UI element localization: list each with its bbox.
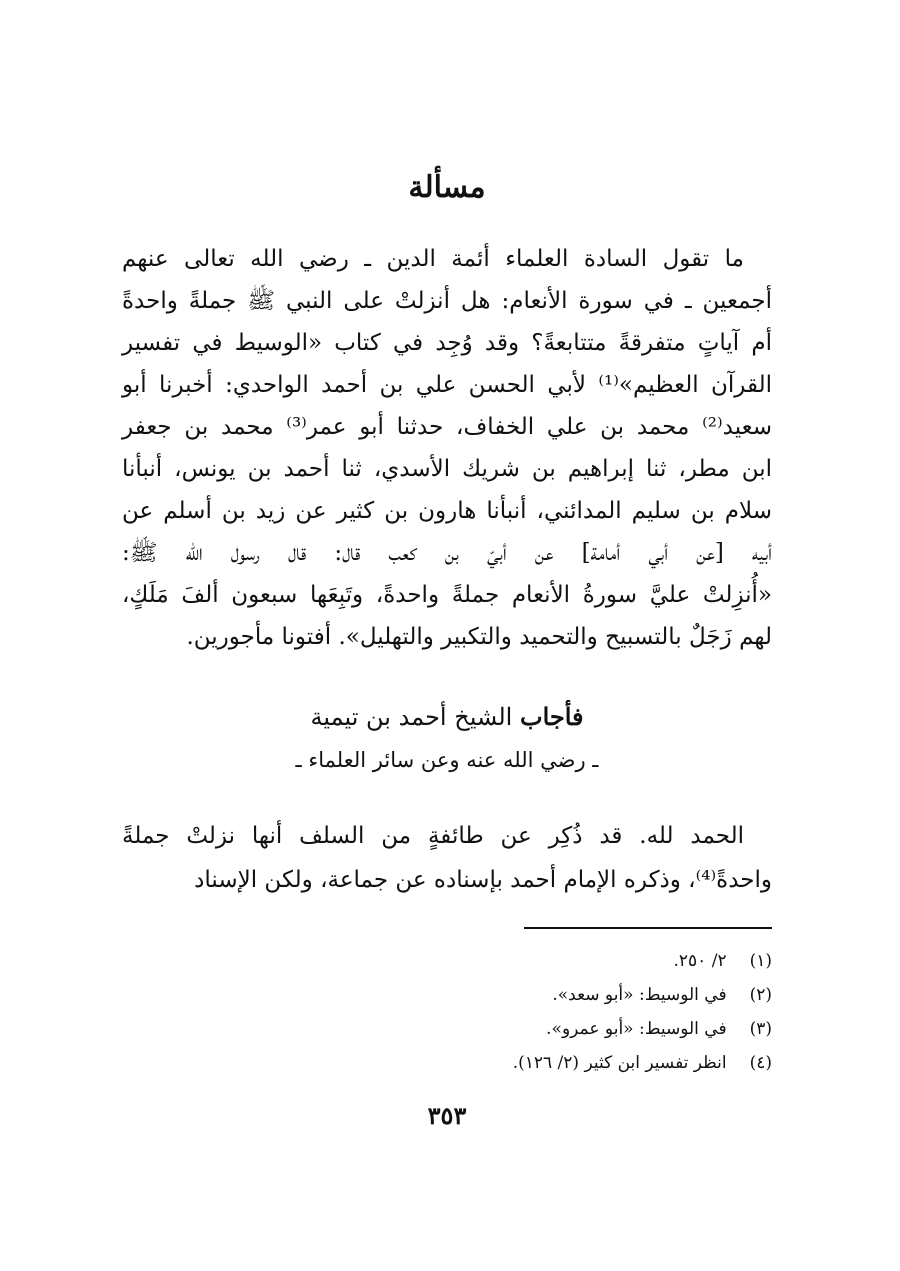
footnote-item bbox=[122, 1046, 772, 1080]
footnote-item bbox=[122, 944, 772, 978]
answer-heading-bold: فأجاب bbox=[519, 702, 584, 731]
footnote-separator bbox=[524, 927, 772, 929]
footnote-marker: (٤) bbox=[749, 1053, 772, 1073]
answer-subheading: ـ رضي الله عنه وعن سائر العلماء ـ bbox=[295, 748, 599, 772]
footnote-item bbox=[122, 978, 772, 1012]
footnote-item bbox=[122, 1012, 772, 1046]
answer-line: الحمد لله. قد ذُكِر عن طائفةٍ من السلف أنها نزلتْ جملةً bbox=[122, 823, 744, 849]
question-line: لهم زَجَلٌ بالتسبيح والتحميد والتكبير والتهليل». أفتونا مأجورين. bbox=[186, 624, 772, 650]
answer-paragraph bbox=[122, 814, 772, 902]
answer-line: واحدةً⁽⁴⁾، وذكره الإمام أحمد بإسناده عن جماعة، ولكن الإسناد bbox=[194, 867, 772, 893]
footnote-text: في الوسيط: «أبو سعد». bbox=[552, 985, 727, 1005]
footnote-text: انظر تفسير ابن كثير (٢/ ١٢٦). bbox=[512, 1053, 727, 1073]
page-number: ٣٥٣ bbox=[427, 1101, 467, 1130]
question-line: سلام بن سليم المدائني، أنبأنا هارون بن كثير عن زيد بن أسلم عن bbox=[122, 498, 772, 524]
question-line: أجمعين ـ في سورة الأنعام: هل أنزلتْ على النبي ﷺ جملةً واحدةً bbox=[122, 288, 772, 314]
question-line: القرآن العظيم»⁽¹⁾ لأبي الحسن علي بن أحمد الواحدي: أخبرنا أبو bbox=[122, 372, 772, 398]
footnote-marker: (١) bbox=[749, 951, 772, 971]
document-page bbox=[122, 0, 772, 1271]
question-line: أم آياتٍ متفرقةً متتابعةً؟ وقد وُجِد في كتاب «الوسيط في تفسير bbox=[122, 330, 772, 356]
footnotes-list bbox=[122, 944, 772, 1080]
question-line: «أُنزِلتْ عليَّ سورةُ الأنعام جملةً واحدةً، وتَبِعَها سبعون ألفَ مَلَكٍ، bbox=[122, 582, 772, 608]
footnote-marker: (٢) bbox=[749, 985, 772, 1005]
answer-heading-rest: الشيخ أحمد بن تيمية bbox=[310, 703, 520, 731]
footnote-marker: (٣) bbox=[749, 1019, 772, 1039]
question-paragraph bbox=[122, 238, 772, 658]
question-line: ابن مطر، ثنا إبراهيم بن شريك الأسدي، ثنا أحمد بن يونس، أنبأنا bbox=[122, 456, 772, 482]
page-title: مسألة bbox=[408, 170, 486, 205]
question-line: سعيد⁽²⁾ محمد بن علي الخفاف، حدثنا أبو عمر⁽³⁾ محمد بن جعفر bbox=[122, 414, 772, 440]
answer-heading bbox=[122, 696, 772, 738]
question-line: ما تقول السادة العلماء أئمة الدين ـ رضي الله تعالى عنهم bbox=[122, 246, 744, 272]
footnote-text: ٢/ ٢٥٠. bbox=[673, 951, 727, 971]
question-line: أبيه [عن أبي أمامة] عن أبيّ بن كعب قال: قال رسول الله ﷺ: bbox=[122, 540, 772, 566]
footnote-text: في الوسيط: «أبو عمرو». bbox=[546, 1019, 727, 1039]
